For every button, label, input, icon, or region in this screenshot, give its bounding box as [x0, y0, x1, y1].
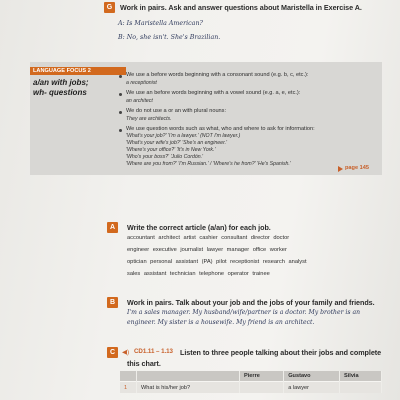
exercise-g-label: G: [104, 2, 115, 13]
table-row-number: 1: [120, 382, 137, 394]
bullet-icon: [119, 75, 122, 78]
exercise-g-line-a: A: Is Maristella American?: [118, 20, 203, 27]
rule-1-example: a receptionist: [126, 80, 157, 86]
bullet-icon: [119, 129, 122, 132]
exercise-a-label: A: [107, 222, 118, 233]
bullet-icon: [119, 93, 122, 96]
table-header-cell: [120, 371, 137, 382]
jobs-line-3: optician personal assistant (PA) pilot receptionist research analyst: [127, 259, 307, 265]
exercise-b-line-2: engineer. My sister is a housewife. My friend is an architect.: [127, 319, 315, 326]
table-answer-gustavo[interactable]: a lawyer: [284, 382, 340, 394]
rule-4: We use question words such as what, who and where to ask for information:: [126, 126, 315, 132]
page-reference[interactable]: page 145: [345, 165, 369, 171]
table-question-cell: What is his/her job?: [137, 382, 240, 394]
rule-3-example: They are architects.: [126, 116, 172, 122]
exercise-b-line-1: I'm a sales manager. My husband/wife/partner is a doctor. My brother is an: [127, 309, 361, 316]
audio-reference: CD1.11 – 1.13: [134, 348, 173, 355]
rule-3: We do not use a or an with plural nouns:: [126, 108, 227, 114]
example-5: 'Where are you from?' 'I'm Russian.' / 'Where's he from?' 'He's Spanish.': [126, 161, 291, 167]
jobs-chart-table: [120, 371, 382, 393]
table-header-gustavo: Gustavo: [284, 371, 340, 382]
arrow-right-icon: [338, 166, 343, 172]
exercise-g-instruction: Work in pairs. Ask and answer questions about Maristella in Exercise A.: [120, 3, 362, 12]
table-header-silvia: Silvia: [339, 371, 381, 382]
table-header-pierre: Pierre: [240, 371, 284, 382]
exercise-b-instruction: Work in pairs. Talk about your job and the jobs of your family and friends.: [127, 298, 375, 307]
jobs-line-1: accountant architect artist cashier consultant director doctor: [127, 235, 290, 241]
example-4: 'Who's your boss?' 'Julio Cordón.': [126, 154, 204, 160]
table-header-cell: [137, 371, 240, 382]
example-1: 'What's your job?' 'I'm a lawyer.' (NOT I'm lawyer.): [126, 133, 241, 139]
exercise-c-instruction-2: this chart.: [127, 359, 161, 368]
rule-2: We use an before words beginning with a vowel sound (e.g. a, e, etc.):: [126, 90, 301, 96]
table-row: [120, 382, 382, 394]
exercise-a-instruction: Write the correct article (a/an) for each job.: [127, 223, 271, 232]
audio-icon[interactable]: ◀): [122, 349, 130, 356]
jobs-line-4: sales assistant technician telephone operator trainee: [127, 271, 270, 277]
exercise-c-label: C: [107, 347, 118, 358]
table-answer-pierre[interactable]: [240, 382, 284, 394]
exercise-b-label: B: [107, 297, 118, 308]
language-focus-tag: LANGUAGE FOCUS 2: [30, 67, 126, 75]
exercise-g-line-b: B: No, she isn't. She's Brazilian.: [118, 34, 221, 41]
rule-2-example: an architect: [126, 98, 153, 104]
example-3: 'Where's your office?' 'It's in New York.': [126, 147, 216, 153]
jobs-line-2: engineer executive journalist lawyer manager office worker: [127, 247, 287, 253]
exercise-c-instruction-1: Listen to three people talking about their jobs and complete: [180, 348, 382, 357]
bullet-icon: [119, 111, 122, 114]
table-answer-silvia[interactable]: [339, 382, 381, 394]
table-header-row: [120, 371, 382, 382]
language-focus-title-1: a/an with jobs;: [33, 78, 89, 87]
example-2: 'What's your wife's job?' 'She's an engineer.': [126, 140, 228, 146]
rule-1: We use a before words beginning with a consonant sound (e.g. b, c, etc.):: [126, 72, 309, 78]
language-focus-title-2: wh- questions: [33, 88, 87, 97]
